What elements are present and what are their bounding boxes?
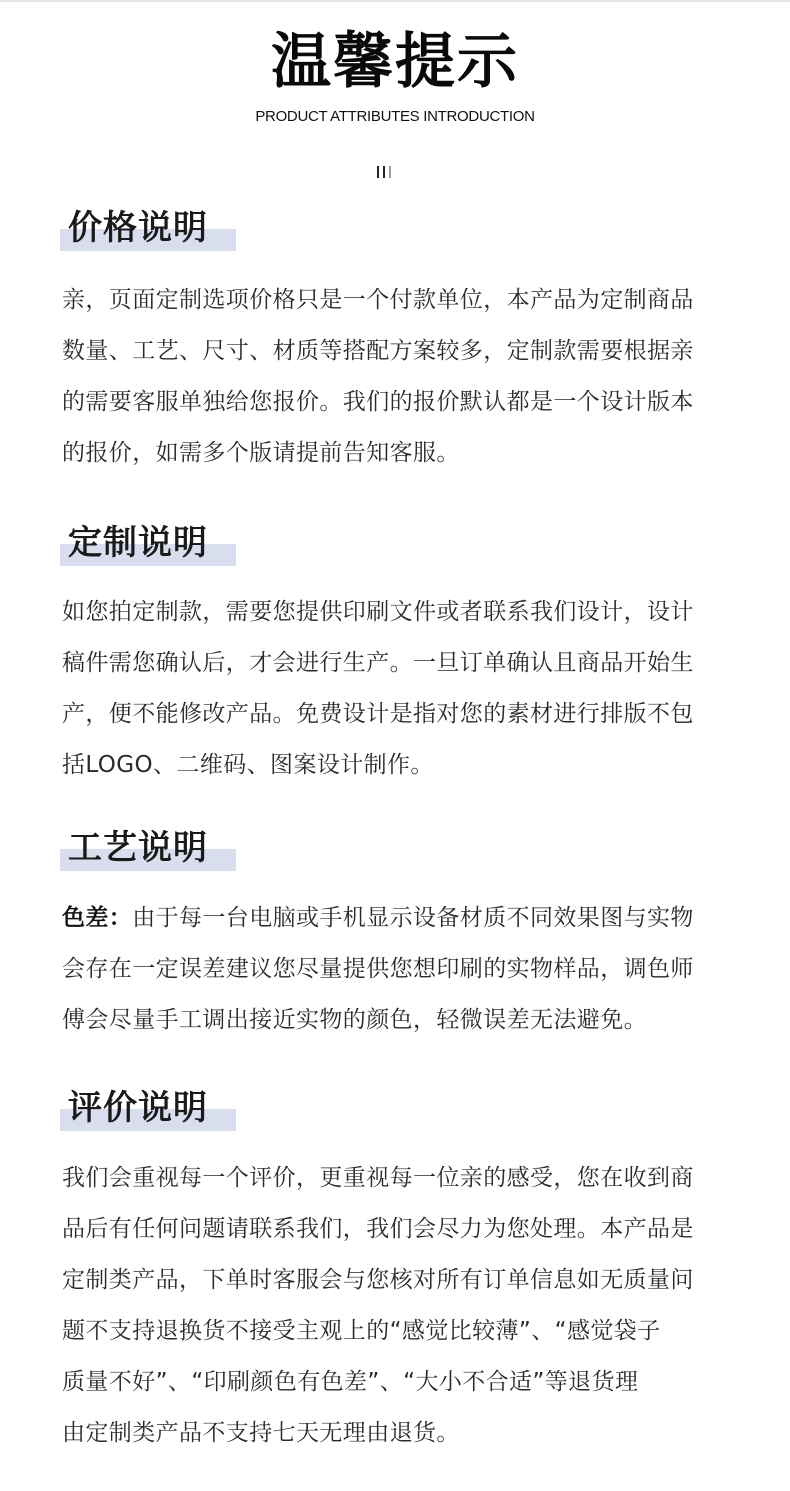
text-line: 质量不好”、“印刷颜色有色差”、“大小不合适”等退货理 <box>62 1369 639 1395</box>
text-line <box>62 893 762 944</box>
text-line: 我们会重视每一个评价，更重视每一位亲的感受，您在收到商 <box>62 1165 694 1191</box>
heading-text: 工艺说明 <box>68 828 208 868</box>
text-line: 的需要客服单独给您报价。我们的报价默认都是一个设计版本 <box>62 389 694 415</box>
text-line: 会存在一定误差建议您尽量提供您想印刷的实物样品，调色师 <box>62 956 694 982</box>
text-line: 定制类产品，下单时客服会与您核对所有订单信息如无质量问 <box>62 1267 694 1293</box>
text-line: 题不支持退换货不接受主观上的“感觉比较薄”、“感觉袋子 <box>62 1318 661 1344</box>
section-body-price <box>62 275 762 479</box>
section-heading-review <box>60 1085 208 1131</box>
text-line: 如您拍定制款，需要您提供印刷文件或者联系我们设计，设计 <box>62 599 694 625</box>
text-line: 稿件需您确认后，才会进行生产。一旦订单确认且商品开始生 <box>62 650 694 676</box>
page-subtitle: PRODUCT ATTRIBUTES INTRODUCTION <box>255 108 535 125</box>
text-line: 产，便不能修改产品。免费设计是指对您的素材进行排版不包 <box>62 701 694 727</box>
section-body-review <box>62 1153 762 1459</box>
text-line: 品后有任何问题请联系我们，我们会尽力为您处理。本产品是 <box>62 1216 694 1242</box>
text-line: 亲，页面定制选项价格只是一个付款单位，本产品为定制商品 <box>62 287 694 313</box>
line-text: 由于每一台电脑或手机显示设备材质不同效果图与实物 <box>132 905 694 931</box>
heading-text: 评价说明 <box>68 1088 208 1128</box>
heading-text: 价格说明 <box>68 208 208 248</box>
heading-text: 定制说明 <box>68 523 208 563</box>
text-line: 傅会尽量手工调出接近实物的颜色，轻微误差无法避免。 <box>62 1007 647 1033</box>
text-line: 数量、工艺、尺寸、材质等搭配方案较多，定制款需要根据亲 <box>62 338 694 364</box>
section-heading-custom <box>60 520 208 566</box>
section-body-custom <box>62 587 762 791</box>
page-title: 温馨提示 <box>271 27 519 97</box>
bold-label: 色差： <box>62 905 133 931</box>
section-heading-price <box>60 205 208 251</box>
section-body-craft <box>62 893 762 1046</box>
divider-bars-icon <box>377 166 391 178</box>
text-line: 的报价，如需多个版请提前告知客服。 <box>62 440 460 466</box>
top-border <box>0 0 790 2</box>
section-heading-craft <box>60 825 208 871</box>
text-line: 由定制类产品不支持七天无理由退货。 <box>62 1420 460 1446</box>
text-line: 括LOGO、二维码、图案设计制作。 <box>62 752 434 778</box>
